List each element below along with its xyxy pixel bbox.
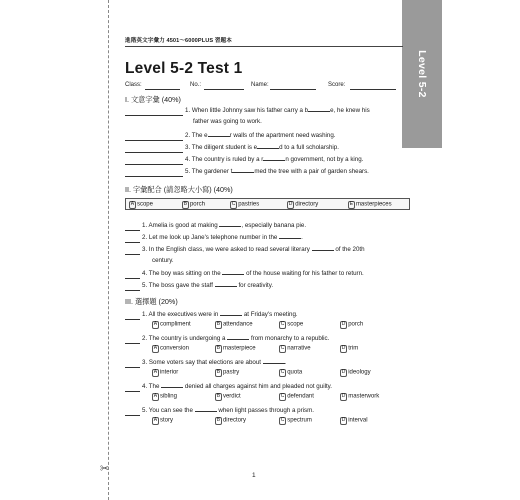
word-blank[interactable] [215,281,237,287]
answer-blank[interactable] [125,290,140,291]
question-text: 5. You can see the when light passes through a prism. [142,407,315,414]
score-field[interactable] [350,89,396,90]
word-bank-item: C pastries [231,201,260,208]
question-text: 4. The boy was sitting on the of the house waiting for his father to return. [142,270,364,277]
question-text: 1. Amelia is good at making , especially banana pie. [142,222,307,229]
answer-blank[interactable] [125,367,140,368]
word-bank-item: E masterpieces [349,201,392,208]
name-field[interactable] [270,89,316,90]
option-c[interactable]: C defendant [280,393,314,400]
option-c[interactable]: C scope [280,321,304,328]
word-blank[interactable] [308,106,330,112]
class-field[interactable] [145,89,180,90]
question-text: 3. The diligent student is e d to a full scholarship. [185,144,339,151]
option-b[interactable]: B masterpiece [216,345,256,352]
word-blank[interactable] [263,155,285,161]
answer-blank[interactable] [125,164,183,165]
option-a[interactable]: A interior [153,369,179,376]
class-label: Class: [125,82,142,88]
option-a[interactable]: A conversion [153,345,189,352]
page-number: 1 [252,472,256,479]
score-label: Score: [328,82,346,88]
section-heading: III. 選擇題 (20%) [125,297,178,306]
word-blank[interactable] [279,233,301,239]
word-blank[interactable] [195,406,217,412]
word-blank[interactable] [227,334,249,340]
question-text: 4. The denied all charges against him and pleaded not guilty. [142,383,333,390]
level-side-tab [402,0,442,148]
answer-blank[interactable] [125,152,183,153]
answer-blank[interactable] [125,343,140,344]
answer-blank[interactable] [125,242,140,243]
option-b[interactable]: B attendance [216,321,253,328]
option-c[interactable]: C quota [280,369,303,376]
word-blank[interactable] [222,269,244,275]
option-b[interactable]: B pastry [216,369,240,376]
question-text: 2. The e r walls of the apartment need washing. [185,132,336,139]
section-heading: I. 文意字彙 (40%) [125,95,181,104]
answer-blank[interactable] [125,230,140,231]
word-blank[interactable] [232,167,254,173]
option-d[interactable]: D porch [341,321,364,328]
answer-blank[interactable] [125,391,140,392]
word-blank[interactable] [219,221,241,227]
question-text: 3. Some voters say that elections are about . [142,359,287,366]
scissors-icon: ✂ [100,463,110,475]
cut-line [108,0,109,500]
word-bank-item: A scope [130,201,153,208]
side-tab-label: Level 5-2 [416,50,428,98]
option-c[interactable]: C spectrum [280,417,312,424]
question-text: 3. In the English class, we were asked to read several literary of the 20th [142,246,365,253]
section-heading: II. 字彙配合 (請忽略大小寫) (40%) [125,185,233,194]
number-label: No.: [190,82,202,88]
question-text: 2. The country is undergoing a from monarchy to a republic. [142,335,330,342]
answer-blank[interactable] [125,278,140,279]
number-field[interactable] [204,89,244,90]
question-text-continued: father was going to work. [193,118,262,125]
option-d[interactable]: D masterwork [341,393,380,400]
question-text: 5. The boss gave the staff for creativity. [142,282,274,289]
answer-blank[interactable] [125,115,183,116]
option-a[interactable]: A story [153,417,173,424]
name-label: Name: [251,82,269,88]
word-bank-item: D directory [288,201,319,208]
answer-blank[interactable] [125,176,183,177]
option-a[interactable]: A compliment [153,321,191,328]
question-text: 5. The gardener t med the tree with a pair of garden shears. [185,168,369,175]
answer-blank[interactable] [125,254,140,255]
answer-blank[interactable] [125,319,140,320]
question-text: 2. Let me look up Jane's telephone number in the . [142,234,303,241]
answer-blank[interactable] [125,415,140,416]
question-text: 1. When little Johnny saw his father carry a b e, he knew his [185,107,370,114]
option-d[interactable]: D trim [341,345,359,352]
question-text: 1. All the executives were in at Friday's meeting. [142,311,298,318]
book-title: 進階英文字彙力 4501～6000PLUS 習題本 [125,38,232,44]
option-d[interactable]: D interval [341,417,368,424]
word-blank[interactable] [257,143,279,149]
word-blank[interactable] [312,245,334,251]
option-c[interactable]: C narrative [280,345,311,352]
word-bank-item: B porch [183,201,205,208]
word-blank[interactable] [208,131,230,137]
answer-blank[interactable] [125,140,183,141]
option-a[interactable]: A sibling [153,393,177,400]
header-rule [125,46,403,47]
page-title: Level 5-2 Test 1 [125,60,243,77]
option-b[interactable]: B directory [216,417,246,424]
word-blank[interactable] [220,310,242,316]
option-d[interactable]: D ideology [341,369,371,376]
word-blank[interactable] [263,358,285,364]
word-blank[interactable] [161,382,183,388]
option-b[interactable]: B verdict [216,393,241,400]
question-text-continued: century. [152,257,174,264]
question-text: 4. The country is ruled by a r n government, not by a king. [185,156,364,163]
